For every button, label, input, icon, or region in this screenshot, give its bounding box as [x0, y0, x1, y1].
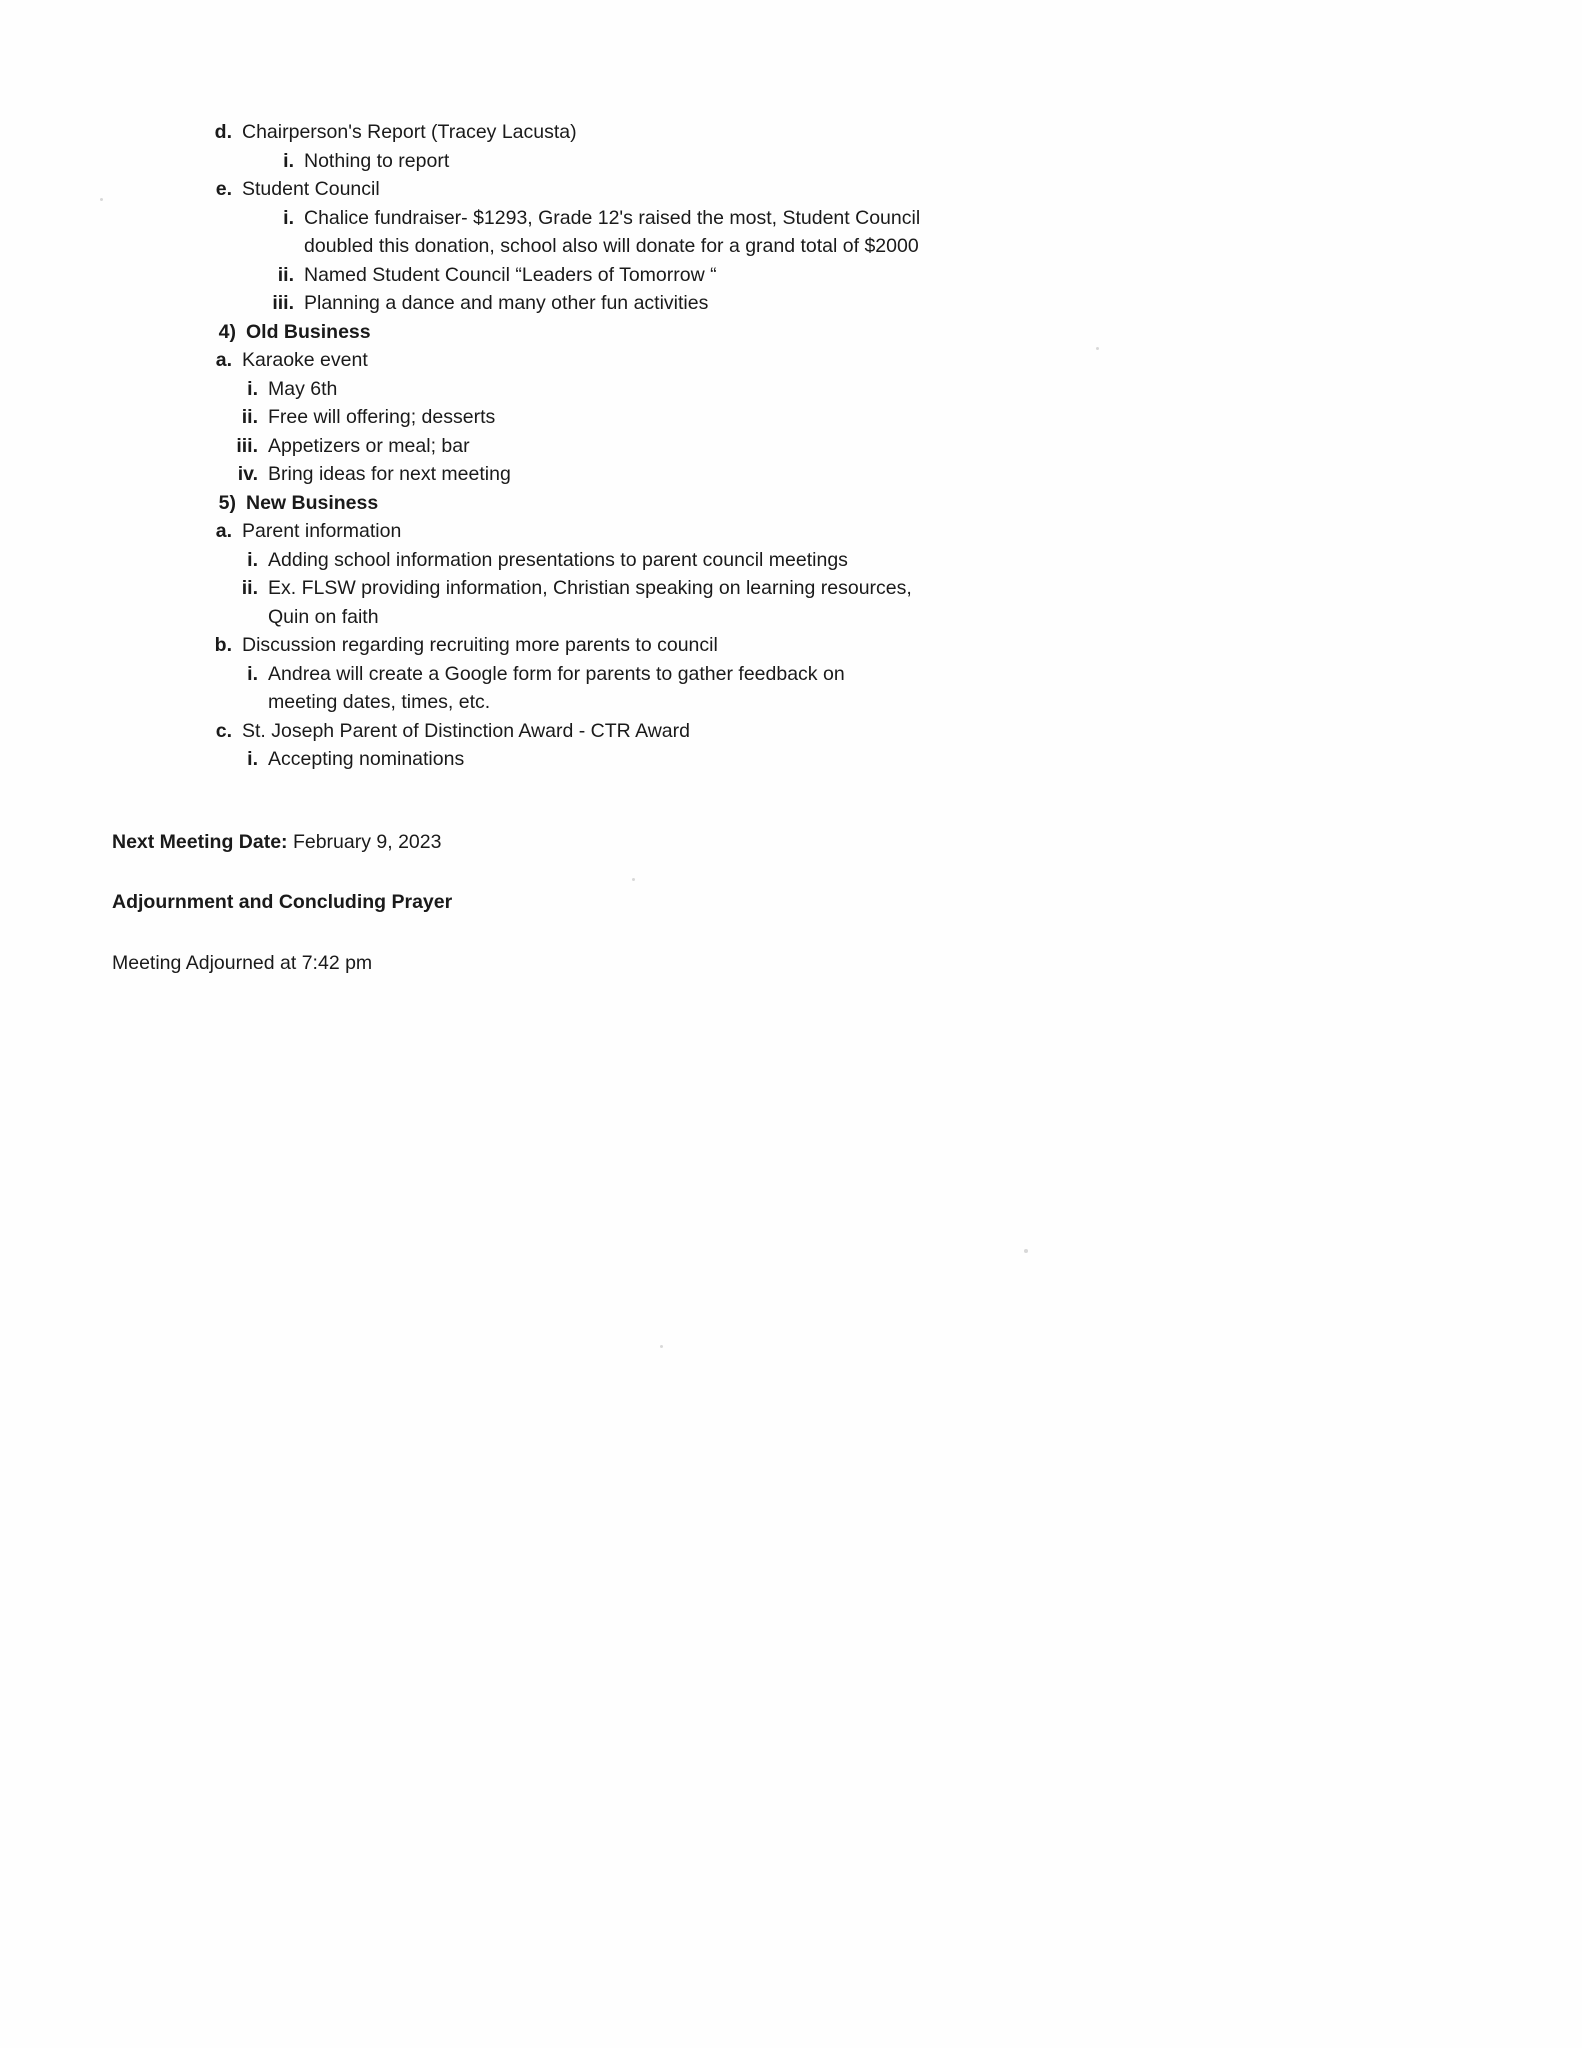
list-marker: b.: [214, 634, 232, 656]
next-meeting-line: [112, 828, 1280, 857]
list-item: [220, 546, 1280, 575]
list-marker: iv.: [237, 463, 258, 485]
list-item-label: May 6th: [268, 377, 338, 400]
list-marker: 4): [218, 320, 236, 343]
next-meeting-value: February 9, 2023: [287, 830, 442, 853]
list-item: [220, 403, 1280, 432]
list-item: [220, 432, 1280, 461]
section-title: New Business: [246, 491, 379, 514]
list-item: [220, 375, 1280, 404]
list-item-label: Adding school information presentations to parent council meetings: [268, 548, 848, 571]
spacer: [140, 774, 1280, 828]
list-item-label: Parent information: [242, 520, 402, 542]
list-item-label: Student Council: [242, 178, 380, 200]
outline-group-old-business: [140, 318, 1280, 774]
section-title: Old Business: [246, 320, 371, 343]
outline-subgroup: [220, 375, 1280, 489]
list-item-label: Karaoke event: [242, 349, 368, 371]
list-item: [220, 460, 1280, 489]
list-item-label: Ex. FLSW providing information, Christian speaking on learning resources, Quin on faith: [268, 577, 912, 628]
outline-subgroup: [220, 660, 1280, 717]
list-item-label: Chairperson's Report (Tracey Lacusta): [242, 121, 577, 143]
list-item-label: Accepting nominations: [268, 748, 465, 770]
list-item-label: Discussion regarding recruiting more parents to council: [242, 634, 718, 656]
list-marker: iii.: [236, 434, 258, 457]
list-marker: a.: [215, 520, 232, 542]
list-marker: ii.: [277, 263, 294, 286]
scan-speck: [660, 1345, 663, 1348]
list-item-label: Planning a dance and many other fun activities: [304, 292, 709, 314]
list-marker: i.: [247, 748, 258, 770]
list-marker: c.: [215, 719, 232, 742]
list-marker: iii.: [272, 292, 294, 314]
list-item: [198, 631, 1280, 717]
adjournment-heading: Adjournment and Concluding Prayer: [112, 891, 453, 913]
outline-group-reports: [198, 118, 1280, 318]
list-item-label: Free will offering; desserts: [268, 406, 496, 428]
list-marker: a.: [215, 349, 232, 371]
list-item: [220, 660, 1280, 717]
list-item: [198, 346, 1280, 489]
list-item-label: Nothing to report: [304, 149, 450, 172]
list-item: [198, 717, 1280, 774]
list-marker: ii.: [241, 406, 258, 428]
list-marker: i.: [283, 206, 294, 229]
spacer: [140, 856, 1280, 888]
section-heading-old-business: [192, 318, 1280, 489]
list-marker: ii.: [241, 577, 258, 599]
outline-subgroup: [256, 147, 1280, 176]
next-meeting-label: Next Meeting Date:: [112, 830, 288, 853]
list-item: [256, 261, 1280, 290]
list-item: [256, 289, 1280, 318]
list-item: [198, 517, 1280, 631]
list-marker: i.: [247, 377, 258, 400]
meeting-adjourned-text: Meeting Adjourned at 7:42 pm: [112, 951, 373, 974]
outline-subgroup: [256, 204, 1280, 318]
section-heading-new-business: [192, 489, 1280, 774]
outline-subgroup: [198, 346, 1280, 489]
outline-subgroup: [220, 745, 1280, 774]
list-item: [198, 175, 1280, 318]
list-marker: e.: [215, 178, 232, 200]
scan-speck: [1024, 1249, 1028, 1253]
list-marker: d.: [214, 121, 232, 143]
list-item: [220, 745, 1280, 774]
document-content: [112, 118, 1280, 977]
list-item-label: Bring ideas for next meeting: [268, 463, 511, 485]
list-item: [198, 118, 1280, 175]
list-marker: i.: [247, 548, 258, 571]
list-marker: i.: [283, 149, 294, 172]
list-item: [256, 147, 1280, 176]
spacer: [140, 917, 1280, 949]
outline-subgroup: [220, 546, 1280, 632]
list-item-label: Named Student Council “Leaders of Tomorrow “: [304, 263, 717, 286]
list-marker: i.: [247, 662, 258, 685]
list-item-label: Appetizers or meal; bar: [268, 434, 470, 457]
scan-speck: [100, 198, 103, 201]
list-marker: 5): [218, 491, 236, 514]
list-item: [220, 574, 1280, 631]
list-item: [256, 204, 1280, 261]
list-item-label: Chalice fundraiser- $1293, Grade 12's raised the most, Student Council doubled this donation, school also will donate for a grand total of $2000: [304, 206, 921, 257]
list-item-label: St. Joseph Parent of Distinction Award - CTR Award: [242, 719, 690, 742]
outline-subgroup: [198, 517, 1280, 774]
list-item-label: Andrea will create a Google form for parents to gather feedback on meeting dates, times, etc.: [268, 662, 845, 713]
